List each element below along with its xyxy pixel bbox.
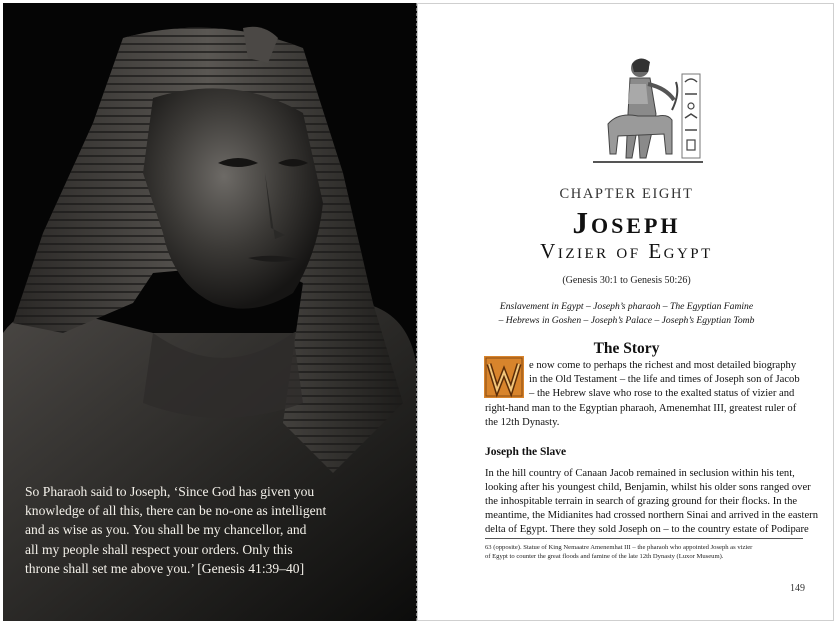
- quote-line: all my people shall respect your orders. Only this: [25, 541, 293, 557]
- quote-line: throne shall set me above you.’ [Genesis 41:39–40]: [25, 560, 305, 576]
- body-paragraph-line: delta of Egypt. There they sold Joseph on – to the country estate of Podipare: [485, 524, 809, 535]
- page-number: 149: [790, 583, 805, 594]
- body-paragraph-line: the inhospitable terrain in search of grazing ground for their flocks. In the: [485, 496, 798, 507]
- chapter-title: Joseph: [572, 205, 681, 240]
- chapter-contents-line: Enslavement in Egypt – Joseph’s pharaoh – The Egyptian Famine: [499, 301, 754, 312]
- caption-divider: [485, 538, 803, 539]
- chapter-contents-line: – Hebrews in Goshen – Joseph’s Palace – Joseph’s Egyptian Tomb: [498, 315, 755, 326]
- quote-line: knowledge of all this, there can be no-one as intelligent: [25, 503, 327, 519]
- right-page: [417, 3, 834, 621]
- intro-paragraph-line: – the Hebrew slave who rose to the exalted status of vizier and: [529, 388, 795, 399]
- egyptian-figure-vignette: [588, 54, 708, 170]
- section-heading-story: The Story: [593, 340, 660, 357]
- intro-paragraph-line: in the Old Testament – the life and times of Joseph son of Jacob: [529, 374, 800, 385]
- chapter-number: CHAPTER EIGHT: [559, 186, 694, 202]
- quote-line: and as wise as you. You shall be my chancellor, and: [25, 522, 307, 538]
- chapter-subtitle: Vizier of Egypt: [540, 239, 713, 263]
- figure-caption-line: 63 (opposite). Statue of King Nemaatre Amenemhat III – the pharaoh who appointed Joseph as vizier: [485, 544, 753, 551]
- figure-caption-line: of Egypt to counter the great floods and famine of the late 12th Dynasty (Luxor Museum).: [485, 553, 724, 560]
- section-heading-joseph-the-slave: Joseph the Slave: [485, 446, 567, 458]
- intro-paragraph-line: the 12th Dynasty.: [485, 417, 560, 428]
- scripture-reference: (Genesis 30:1 to Genesis 50:26): [562, 275, 691, 286]
- drop-cap-w-icon: [484, 356, 524, 398]
- quote-line: So Pharaoh said to Joseph, ‘Since God has given you: [25, 484, 315, 499]
- pharaoh-quote: [25, 482, 395, 578]
- intro-paragraph-line: right-hand man to the Egyptian pharaoh, Amenemhat III, greatest ruler of: [485, 403, 797, 414]
- body-paragraph-line: In the hill country of Canaan Jacob remained in seclusion within his tent,: [485, 468, 795, 479]
- body-paragraph-line: meantime, the Midianites had crossed northern Sinai and arrived in the eastern: [485, 510, 819, 521]
- intro-paragraph-line: e now come to perhaps the richest and most detailed biography: [529, 360, 797, 371]
- body-paragraph-line: looking after his youngest child, Benjamin, whilst his older sons ranged over: [485, 482, 811, 493]
- left-page: [3, 3, 417, 621]
